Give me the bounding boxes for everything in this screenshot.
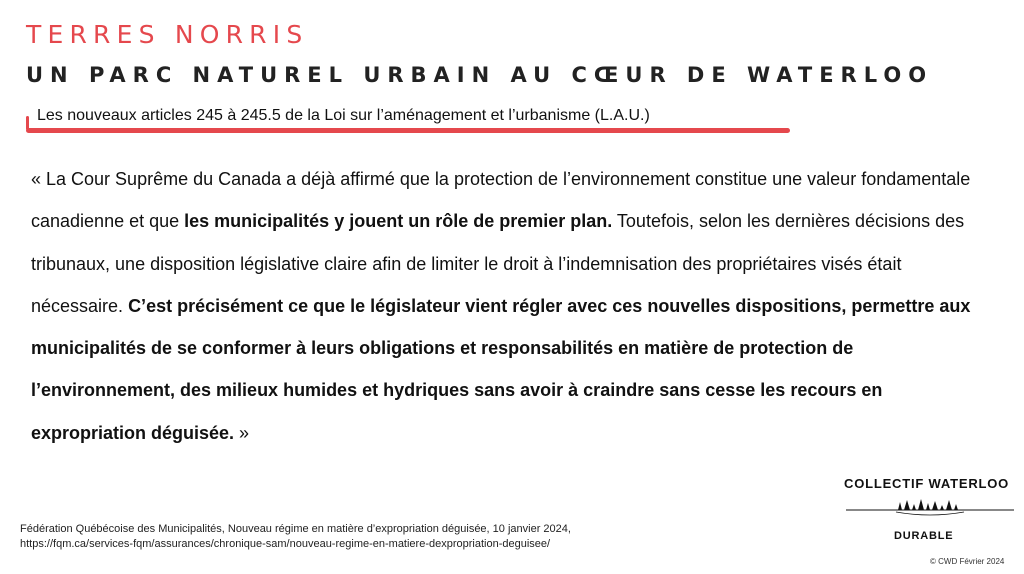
reference-heading: Les nouveaux articles 245 à 245.5 de la Loi sur l’aménagement et l’urbanisme (L.A.U.) <box>37 107 650 124</box>
source-url: https://fqm.ca/services-fqm/assurances/chronique-sam/nouveau-regime-en-matiere-dexpropriation-deguisee/ <box>20 538 551 550</box>
quote-closing: » <box>234 422 250 443</box>
quote-emphasis-1: les municipalités y jouent un rôle de premier plan. <box>184 211 613 232</box>
logo-bottom-text: DURABLE <box>894 530 954 542</box>
quote-text-2: Toutefois, selon les dernières décisions des tribunaux, une disposition législative claire afin de limiter le droit à l’indemnisation des propriétaires visés était nécessaire. <box>31 211 965 316</box>
reference-underline-decoration <box>26 128 790 133</box>
source-citation-line: Fédération Québécoise des Municipalités, Nouveau régime en matière d’expropriation déguisée, 10 janvier 2024, <box>20 523 571 535</box>
page-subtitle: UN PARC NATUREL URBAIN AU CŒUR DE WATERLOO <box>26 63 934 87</box>
copyright-notice: © CWD Février 2024 <box>930 557 1005 566</box>
quote-emphasis-2: C’est précisément ce que le législateur vient régler avec ces nouvelles dispositions, permettre aux municipalités de se conformer à leurs obligations et responsabilités en matière de protection de l’environnement, des milieux humides et hydriques sans avoir à craindre sans cesse les recours en expropriation déguisée. <box>31 295 971 443</box>
page-title: TERRES NORRIS <box>26 20 309 49</box>
logo-top-text: COLLECTIF WATERLOO <box>844 476 1010 491</box>
collectif-logo <box>838 474 1020 544</box>
quote-text-1: « La Cour Suprême du Canada a déjà affirmé que la protection de l’environnement constitue une valeur fondamentale canadienne et que <box>31 169 971 232</box>
treeline-icon <box>846 498 1014 522</box>
source-citation <box>20 522 571 552</box>
quote-block <box>31 158 971 454</box>
